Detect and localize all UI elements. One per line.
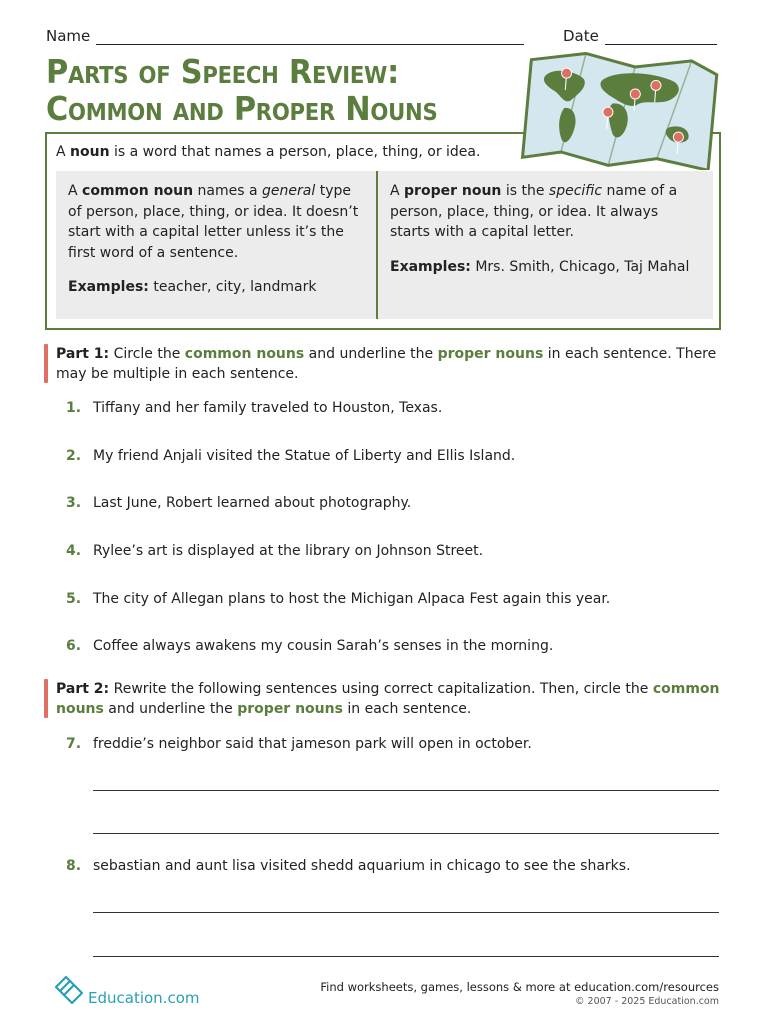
emphasis: specific [548, 183, 603, 199]
noun-term: noun [70, 144, 110, 160]
part2-instructions [56, 679, 721, 719]
sentence[interactable]: Last June, Robert learned about photography. [93, 495, 412, 511]
education-logo-icon [52, 973, 86, 1007]
item-number: 1. [66, 400, 82, 416]
footer-resources-link[interactable]: Find worksheets, games, lessons & more at education.com/resources [320, 980, 719, 994]
item-number: 5. [66, 591, 82, 607]
proper-noun-column [378, 171, 713, 319]
list-item [66, 638, 553, 654]
list-item [66, 858, 631, 874]
list-item [66, 448, 515, 464]
item-number: 2. [66, 448, 82, 464]
writing-line[interactable] [93, 956, 719, 957]
proper-noun-definition [390, 181, 701, 243]
item-number: 3. [66, 495, 82, 511]
emphasis: general [262, 183, 316, 199]
part2-label: Part 2: [56, 681, 110, 697]
common-nouns-highlight: common nouns [184, 346, 305, 362]
part1-label: Part 1: [56, 346, 110, 362]
common-noun-definition [68, 181, 364, 263]
date-line[interactable] [605, 30, 717, 45]
date-field[interactable] [563, 27, 717, 45]
sentence[interactable]: freddie’s neighbor said that jameson park will open in october. [93, 736, 532, 752]
text: in each sentence. [342, 701, 472, 717]
common-noun-examples [68, 277, 364, 298]
writing-line[interactable] [93, 790, 719, 791]
worksheet-title [46, 53, 488, 127]
list-item [66, 543, 483, 559]
list-item [66, 736, 532, 752]
writing-line[interactable] [93, 833, 719, 834]
name-label: Name [46, 27, 91, 45]
examples-text: Mrs. Smith, Chicago, Taj Mahal [470, 258, 690, 275]
education-logo-text[interactable]: Education.com [88, 989, 200, 1007]
common-noun-term: common noun [82, 183, 194, 199]
text: is a word that names a person, place, thing, or idea. [109, 144, 481, 160]
writing-line[interactable] [93, 912, 719, 913]
proper-nouns-highlight: proper nouns [237, 701, 343, 717]
world-map-illustration [520, 52, 720, 170]
item-number: 7. [66, 736, 82, 752]
proper-noun-term: proper noun [404, 183, 502, 199]
noun-definition [56, 144, 480, 160]
title-line-1: Parts of Speech Review: [46, 52, 399, 91]
sentence[interactable]: sebastian and aunt lisa visited shedd aquarium in chicago to see the sharks. [93, 858, 631, 874]
text: type of person, place, thing, or idea. It doesn’t start with a capital letter unless it’s the first word of a sentence. [68, 183, 359, 261]
text: and underline the [304, 346, 438, 362]
sentence[interactable]: Rylee’s art is displayed at the library on Johnson Street. [93, 543, 484, 559]
text: A [390, 183, 405, 199]
list-item [66, 495, 411, 511]
sentence[interactable]: The city of Allegan plans to host the Michigan Alpaca Fest again this year. [93, 591, 611, 607]
proper-nouns-highlight: proper nouns [437, 346, 544, 362]
text: and underline the [103, 701, 238, 717]
common-nouns-highlight: common nouns [56, 681, 720, 717]
part1-accent-bar [44, 344, 48, 383]
list-item [66, 400, 442, 416]
text: name of a person, place, thing, or idea. It always starts with a capital letter. [390, 183, 678, 240]
examples-label: Examples: [390, 258, 471, 275]
date-label: Date [563, 27, 599, 45]
text: is the [501, 183, 549, 199]
text: A [56, 144, 71, 160]
part2-accent-bar [44, 679, 48, 718]
text: A [68, 183, 83, 199]
text: names a [193, 183, 263, 199]
name-line[interactable] [96, 30, 524, 45]
text: in each sentence. There may be multiple in each sentence. [56, 346, 717, 382]
common-noun-column [56, 171, 376, 319]
sentence[interactable]: Tiffany and her family traveled to Houston, Texas. [93, 400, 443, 416]
footer-copyright: © 2007 - 2025 Education.com [575, 996, 719, 1007]
title-line-2: Common and Proper Nouns [46, 89, 438, 128]
proper-noun-examples [390, 257, 701, 278]
item-number: 4. [66, 543, 82, 559]
list-item [66, 591, 610, 607]
examples-text: teacher, city, landmark [148, 279, 317, 295]
name-field[interactable] [46, 27, 524, 45]
item-number: 8. [66, 858, 82, 874]
sentence[interactable]: My friend Anjali visited the Statue of Liberty and Ellis Island. [93, 448, 516, 464]
text: Rewrite the following sentences using correct capitalization. Then, circle the [109, 681, 653, 697]
item-number: 6. [66, 638, 82, 654]
text: Circle the [109, 346, 185, 362]
examples-label: Examples: [68, 279, 149, 295]
sentence[interactable]: Coffee always awakens my cousin Sarah’s senses in the morning. [93, 638, 554, 654]
part1-instructions [56, 344, 721, 384]
